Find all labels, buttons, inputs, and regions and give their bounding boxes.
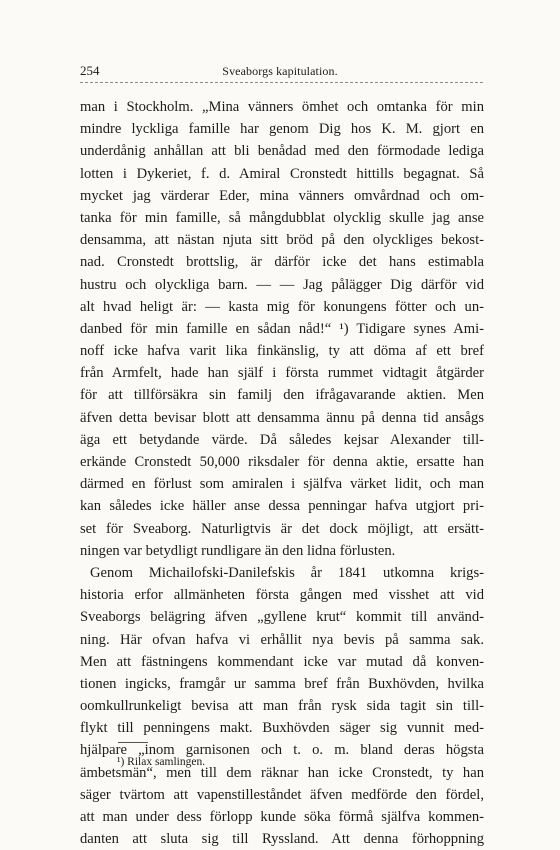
running-title: Sveaborgs kapitulation.: [222, 64, 338, 78]
footnote-text: Rilax samlingen.: [124, 756, 206, 768]
text-line: hustru och olyckliga barn. — — Jag pålägger Dig därför vid: [80, 276, 484, 293]
header-rule: [80, 82, 483, 83]
paragraph-end-line: ningen var betydligt rundligare än den lidna förlusten.: [80, 542, 396, 559]
text-line: tionen ingicks, framgår ur samma bref från Buxhövden, hvilka: [80, 675, 484, 692]
text-line: danten att sluta sig till Ryssland. Att denna förhoppning: [80, 831, 484, 848]
text-line: oomkullrunkeligt bevisa att man från rysk sida tagit sin till-: [80, 698, 484, 715]
text-line: man i Stockholm. „Mina vänners ömhet och omtanka för min: [80, 99, 484, 115]
text-line: lotten i Dykeriet, f. d. Amiral Cronstedt hittills begagnat. Så: [80, 165, 484, 182]
text-line: historia erfor allmänheten första gången med visshet att vid: [80, 587, 484, 604]
text-line: mindre lyckliga famille har genom Dig hos K. M. gjort en: [80, 121, 484, 138]
text-line: därmed en förlust som amiralen i själfva värket lidit, och man: [80, 476, 484, 493]
text-line: säger tvärtom att vapenstilleståndet äfven medförde den fördel,: [80, 786, 484, 803]
text-line: tanka för min famille, så mångdubblat olycklig skulle jag anse: [80, 209, 484, 226]
text-line: kan således icke häller anse dessa penningar hafva utgjort pri-: [80, 498, 484, 515]
text-line: set för Sveaborg. Naturligtvis är det dock möjligt, att ersätt-: [80, 520, 484, 537]
text-line: underdånig anhållan att bli benådad med den förmodade lediga: [80, 143, 484, 160]
body-text: [80, 96, 484, 850]
text-line: äga ett betydande värde. Då således kejsar Alexander till-: [80, 431, 484, 448]
text-line: erkände Cronstedt 50,000 riksdaler för denna aktie, ersatte han: [80, 454, 484, 470]
text-line: hjälpare „inom garnisonen och t. o. m. bland deras högsta: [80, 742, 484, 759]
text-line: från Armfelt, hade han själf i första rummet vidtagit åtgärder: [80, 365, 484, 382]
text-line: nad. Cronstedt brottslig, är därför icke det hans estimabla: [80, 254, 484, 271]
text-line: ämbetsmän“, men till dem räknar han icke Cronstedt, ty han: [80, 764, 484, 781]
text-line: mycket jag värderar Eder, mina vänners omvårdnad och om-: [80, 187, 484, 204]
text-line: Men att fästningens kommendant icke var mutad då konven-: [80, 653, 484, 670]
paragraph-start-line: Genom Michailofski-Danilefskis år 1841 utkomna krigs-: [90, 564, 484, 581]
text-line: densamma, att nästan njuta sitt bröd på den olyckliges bekost-: [80, 232, 484, 249]
text-line: för att tillförsäkra sin familj den ifrågavarande aktien. Men: [80, 387, 484, 404]
text-line: ning. Här ofvan hafva vi erhållit nya bevis på samma sak.: [80, 631, 484, 648]
page-number: 254: [80, 63, 100, 78]
text-line: alt hvad heligt är: — kasta mig för konungens fötter och un-: [80, 298, 484, 315]
text-line: Sveaborgs belägring äfven „gyllene krut“ kommit till använd-: [80, 609, 484, 626]
footnote: [117, 755, 205, 770]
footnote-rule: [118, 742, 148, 743]
text-line: danbed för min famille en sådan nåd!“ ¹) Tidigare synes Ami-: [80, 320, 484, 337]
page-header: [80, 63, 480, 81]
text-line: flykt till penningens makt. Buxhövden säger sig vunnit med-: [80, 720, 484, 737]
text-line: att man under dess förlopp kunde söka förmå själfva kommen-: [80, 809, 484, 825]
text-line: äfven detta bevisar blott att densamma ännu på denna tid ansågs: [80, 409, 484, 426]
footnote-marker: ¹): [117, 756, 125, 768]
text-line: noff icke hafva varit lika finkänslig, ty att döma af ett bref: [80, 343, 484, 360]
